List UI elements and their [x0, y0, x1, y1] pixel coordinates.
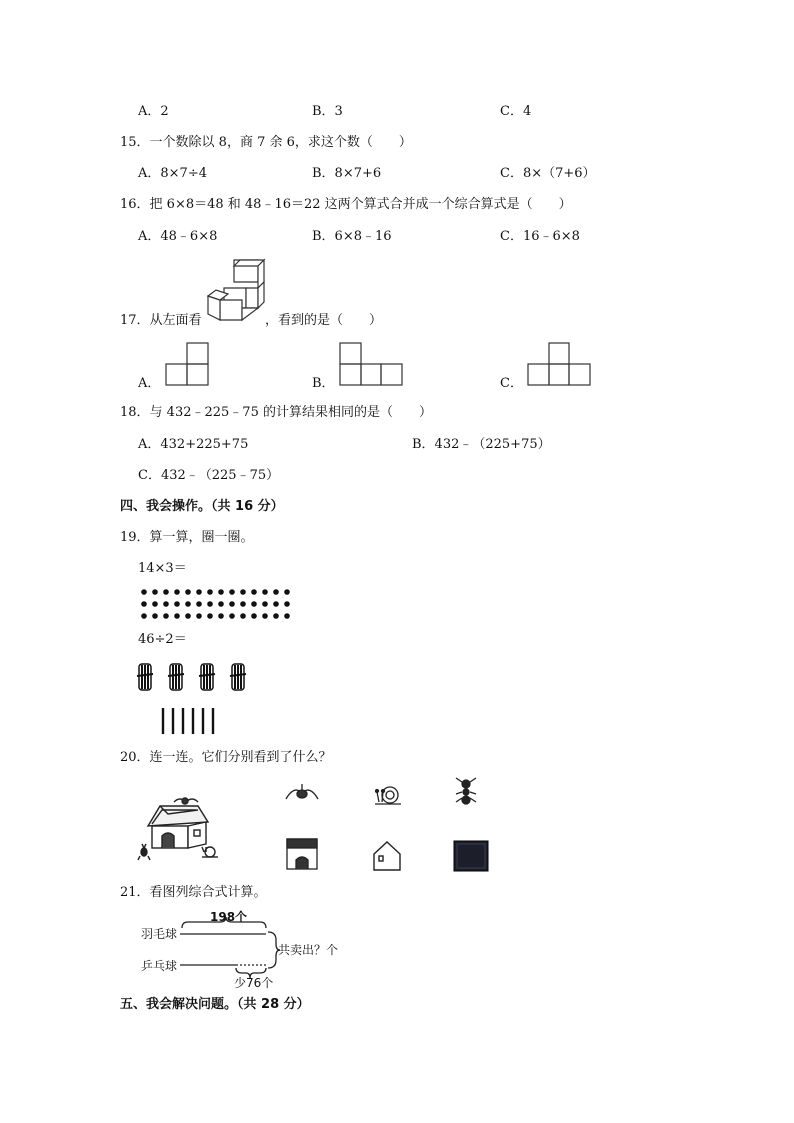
- dot: [196, 589, 202, 595]
- side-house-view: [372, 840, 402, 872]
- snail-view: [373, 780, 403, 808]
- dot: [163, 613, 169, 619]
- q17-option-c: C．: [500, 376, 523, 391]
- dot: [141, 613, 147, 619]
- q17-stem-left: 17．从左面看: [120, 313, 202, 328]
- q20-stem: 20．连一连。它们分别看到了什么？: [120, 750, 332, 765]
- q16-option-a: A．48﹣6×8: [138, 229, 218, 244]
- top-roof-view: [453, 840, 489, 872]
- dot: [185, 601, 191, 607]
- dot: [273, 589, 279, 595]
- dot: [152, 613, 158, 619]
- cube-stack-figure: [206, 258, 264, 324]
- badminton-label: 羽毛球: [141, 927, 178, 941]
- dot: [174, 613, 180, 619]
- dot: [218, 601, 224, 607]
- q17-option-c-figure: [527, 342, 591, 386]
- dot: [185, 613, 191, 619]
- q18-option-b: B．432﹣（225+75）: [412, 437, 551, 452]
- q14-option-c: C．4: [500, 104, 532, 119]
- segment-diagram: [180, 916, 280, 980]
- stick-bundle: [230, 664, 246, 690]
- q19-stem: 19．算一算，圈一圈。: [120, 530, 254, 545]
- dot: [273, 613, 279, 619]
- q17-option-b-figure: [339, 342, 403, 386]
- q16-stem: 16．把 6×8＝48 和 48﹣16＝22 这两个算式合并成一个综合算式是（ ）: [120, 197, 572, 212]
- q17-option-a: A．: [138, 376, 161, 391]
- q17-stem-right: ，看到的是（ ）: [265, 313, 383, 328]
- dot: [262, 601, 268, 607]
- house-scene: [138, 786, 222, 862]
- dot: [284, 613, 290, 619]
- dot: [284, 589, 290, 595]
- dot: [196, 613, 202, 619]
- section-5-title: 五、我会解决问题。（共 28 分）: [120, 997, 310, 1012]
- dot: [196, 601, 202, 607]
- q15-option-c: C．8×（7+6）: [500, 166, 596, 181]
- less-count-label: 少76个: [234, 976, 274, 990]
- ant-view: [454, 776, 478, 806]
- dot: [152, 601, 158, 607]
- dot: [229, 601, 235, 607]
- dot: [163, 601, 169, 607]
- dot: [229, 589, 235, 595]
- top-count-label: 198个: [210, 910, 248, 924]
- q19-equation-1: 14×3＝: [138, 561, 187, 576]
- dot: [207, 613, 213, 619]
- dot: [251, 601, 257, 607]
- dot: [163, 589, 169, 595]
- q15-option-b: B．8×7+6: [312, 166, 382, 181]
- dot: [240, 613, 246, 619]
- q17-option-a-figure: [165, 342, 210, 386]
- q17-option-b: B．: [312, 376, 335, 391]
- stick-bundle: [168, 664, 184, 690]
- q14-option-b: B．3: [312, 104, 343, 119]
- dot: [229, 613, 235, 619]
- q15-option-a: A．8×7÷4: [138, 166, 207, 181]
- dot: [185, 589, 191, 595]
- total-label: 共卖出？个: [278, 943, 339, 957]
- dot: [207, 589, 213, 595]
- section-4-title: 四、我会操作。（共 16 分）: [120, 499, 284, 514]
- dot: [141, 589, 147, 595]
- dot-grid: [140, 588, 295, 622]
- dot: [251, 589, 257, 595]
- loose-sticks: [160, 706, 222, 736]
- q14-option-a: A．2: [138, 104, 169, 119]
- q16-option-b: B．6×8﹣16: [312, 229, 392, 244]
- stick-bundles: [138, 662, 250, 692]
- dot: [284, 601, 290, 607]
- dot: [141, 601, 147, 607]
- dot: [240, 601, 246, 607]
- dot: [218, 613, 224, 619]
- dot: [262, 613, 268, 619]
- pingpong-label: 乒乓球: [141, 959, 178, 973]
- q21-stem: 21．看图列综合式计算。: [120, 885, 267, 900]
- q19-equation-2: 46÷2＝: [138, 632, 187, 647]
- dot: [152, 589, 158, 595]
- dot: [174, 601, 180, 607]
- q18-option-a: A．432+225+75: [138, 437, 249, 452]
- dot: [251, 613, 257, 619]
- dot: [240, 589, 246, 595]
- dot: [273, 601, 279, 607]
- dot: [207, 601, 213, 607]
- q18-stem: 18．与 432﹣225﹣75 的计算结果相同的是（ ）: [120, 405, 432, 420]
- q15-stem: 15．一个数除以 8，商 7 余 6，求这个数（ ）: [120, 135, 412, 150]
- front-house-view: [286, 838, 318, 870]
- q18-option-c: C．432﹣（225﹣75）: [138, 468, 280, 483]
- dot: [262, 589, 268, 595]
- stick-bundle: [199, 664, 215, 690]
- dot: [218, 589, 224, 595]
- bird-view: [284, 781, 320, 807]
- q16-option-c: C．16﹣6×8: [500, 229, 580, 244]
- dot: [174, 589, 180, 595]
- stick-bundle: [137, 664, 153, 690]
